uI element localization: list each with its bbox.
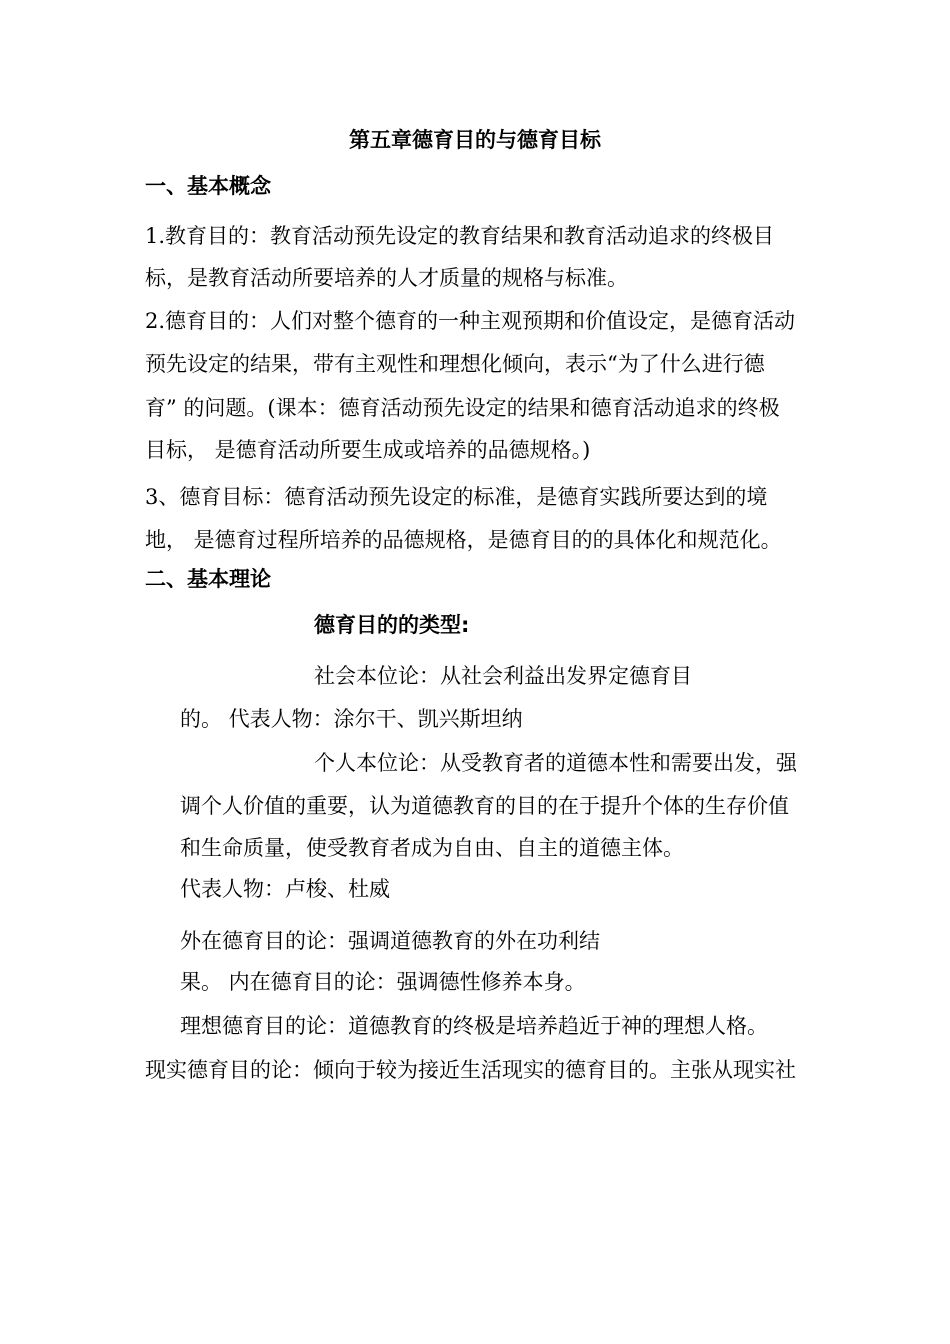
text-line: 理想德育目的论：道德教育的终极是培养趋近于神的理想人格。 xyxy=(180,1014,768,1038)
text-line: 果。 内在德育目的论：强调德性修养本身。 xyxy=(180,970,586,994)
text-line: 标，是教育活动所要培养的人才质量的规格与标准。 xyxy=(145,266,628,290)
text-line: 代表人物：卢梭、杜威 xyxy=(180,877,390,901)
text-line: 和生命质量，使受教育者成为自由、自主的道德主体。 xyxy=(180,836,684,860)
text-line: 目标， 是德育活动所要生成或培养的品德规格。) xyxy=(145,438,591,462)
subsection-heading-types: 德育目的的类型: xyxy=(314,613,470,637)
text-line: 调个人价值的重要，认为道德教育的目的在于提升个体的生存价值 xyxy=(180,794,789,818)
text-line: 外在德育目的论：强调道德教育的外在功利结 xyxy=(180,929,600,953)
text-line: 3、德育目标：德育活动预先设定的标准，是德育实践所要达到的境 xyxy=(145,485,768,509)
text-line: 地， 是德育过程所培养的品德规格，是德育目的的具体化和规范化。 xyxy=(145,528,782,552)
text-line: 预先设定的结果，带有主观性和理想化倾向，表示“为了什么进行德 xyxy=(145,352,765,376)
text-line: 个人本位论：从受教育者的道德本性和需要出发，强 xyxy=(314,751,797,775)
text-line: 社会本位论：从社会利益出发界定德育目 xyxy=(314,664,692,688)
text-line: 现实德育目的论：倾向于较为接近生活现实的德育目的。主张从现实社 xyxy=(145,1058,796,1082)
page-title: 第五章德育目的与德育目标 xyxy=(349,128,601,152)
section-heading-concepts: 一、基本概念 xyxy=(145,174,271,198)
text-line: 育” 的问题。(课本：德育活动预先设定的结果和德育活动追求的终极 xyxy=(145,396,780,420)
text-line: 1.教育目的：教育活动预先设定的教育结果和教育活动追求的终极目 xyxy=(145,224,775,248)
text-line: 的。 代表人物：涂尔干、凯兴斯坦纳 xyxy=(180,707,523,731)
text-line: 2.德育目的：人们对整个德育的一种主观预期和价值设定，是德育活动 xyxy=(145,309,796,333)
section-heading-theory: 二、基本理论 xyxy=(145,567,271,591)
